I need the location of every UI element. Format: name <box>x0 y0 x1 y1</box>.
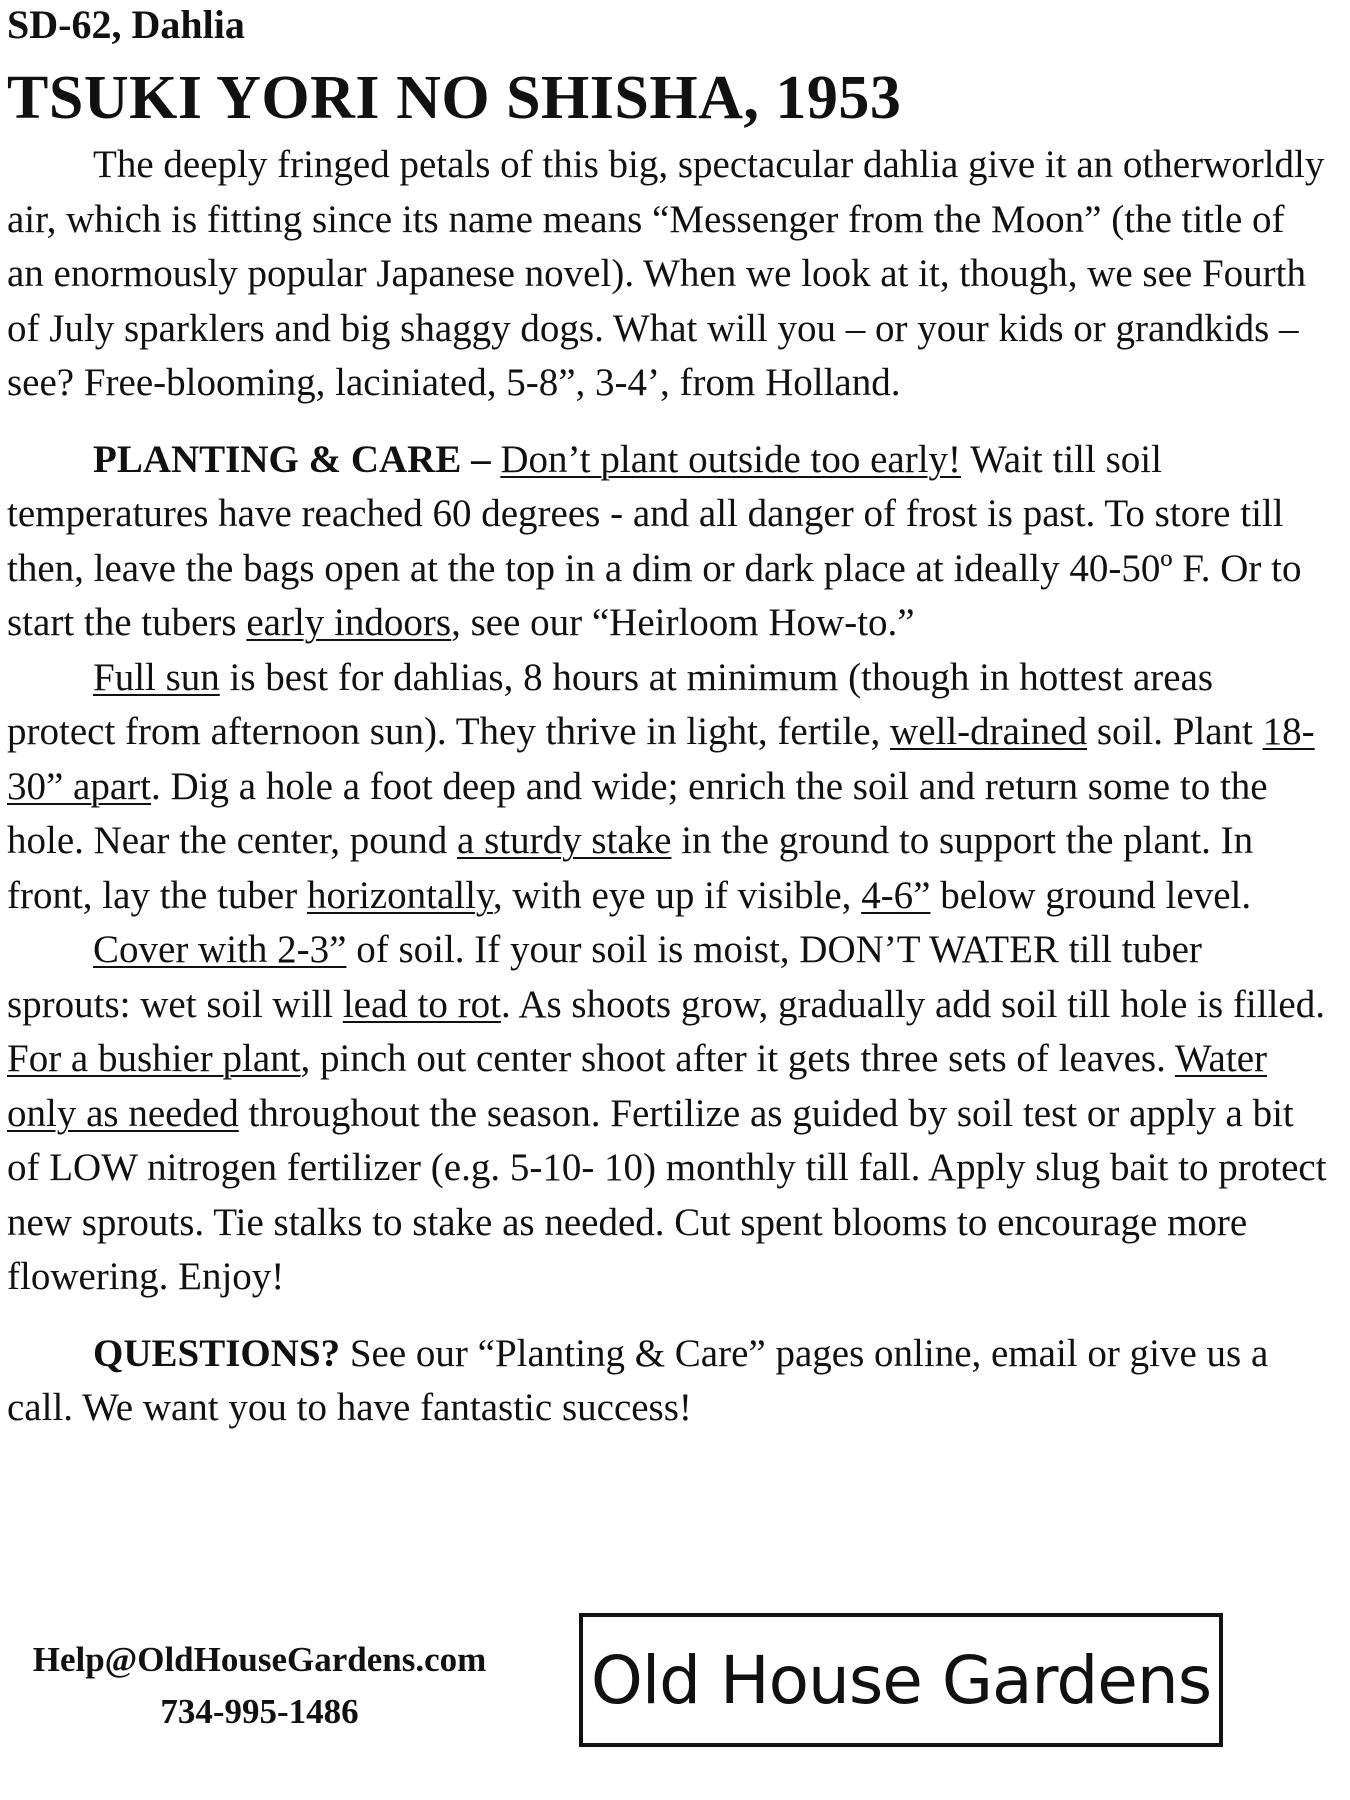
paragraph-text: Wait till soil temperatures have reached 60 degrees - and all danger of frost is past. To store till then, leave the bags open at the top in a dim or dark place at ideally 40-50º F. Or to start the tubers <box>7 437 1302 644</box>
product-code: SD-62, Dahlia <box>7 2 245 47</box>
paragraph-text: throughout the season. Fertilize as guided by soil test or apply a bit of LOW nitrogen fertilizer (e.g. 5-10- 10) monthly till fall. Apply slug bait to protect new sprouts. Tie stalks to stake as needed. Cut spent blooms to encourage more flowering. Enjoy! <box>7 1091 1327 1298</box>
emphasis-text: well-drained <box>890 710 1088 753</box>
paragraph-text: . Dig a hole a foot deep and wide; enrich the soil and return some to the hole. Near the center, pound <box>7 764 1268 862</box>
emphasis-text: For a bushier plant <box>7 1037 301 1080</box>
paragraph-text: , with eye up if visible, <box>492 873 862 917</box>
phone-number: 734-995-1486 <box>160 1692 359 1731</box>
emphasis-text: Don’t plant outside too early! <box>500 437 962 481</box>
emphasis-text: early indoors <box>246 601 452 644</box>
contact-info <box>7 1634 512 1738</box>
page-title: TSUKI YORI NO SHISHA, 1953 <box>7 64 902 132</box>
logo <box>579 1613 1223 1747</box>
emphasis-text: 4-6” <box>861 873 931 917</box>
paragraph-text: of soil. If your soil is moist, DON’T WATER till tuber sprouts: wet soil will <box>7 928 1202 1026</box>
planting-heading: PLANTING & CARE – <box>93 437 491 481</box>
emphasis-text: 18-30” apart <box>7 710 1315 808</box>
emphasis-text: a sturdy stake <box>457 819 672 862</box>
description-paragraph: The deeply fringed petals of this big, spectacular dahlia give it an otherworldly air, which is fitting since its name means “Messenger from the Moon” (the title of an enormously popular Japanese novel). When we look at it, though, we see Fourth of July sparklers and big shaggy dogs. What will you – or your kids or grandkids – see? Free-blooming, laciniated, 5-8”, 3-4’, from Holland. <box>7 143 1325 404</box>
emphasis-text: Cover with 2-3” <box>93 928 347 971</box>
emphasis-text: horizontally <box>306 873 493 917</box>
paragraph-text: is best for dahlias, 8 hours at minimum (though in hottest areas protect from afternoon sun). They thrive in light, fertile, <box>7 655 1214 753</box>
paragraph-text: , pinch out center shoot after it gets three sets of leaves. <box>300 1037 1175 1080</box>
paragraph-text: below ground level. <box>930 873 1252 917</box>
emphasis-text: Full sun <box>93 655 220 699</box>
paragraph-text: soil. Plant <box>1087 710 1263 753</box>
questions-paragraph <box>7 1327 1327 1436</box>
paragraph-text: See our “Planting & Care” pages online, email or give us a call. We want you to have fantastic success! <box>7 1331 1269 1429</box>
emphasis-text: lead to rot <box>342 982 501 1026</box>
logo-text: Old House Gardens <box>590 1641 1212 1719</box>
emphasis-text: Water only as needed <box>7 1037 1268 1135</box>
email-link[interactable]: Help@OldHouseGardens.com <box>32 1640 487 1679</box>
planting-paragraph-1 <box>7 433 1327 651</box>
paragraph-text: . As shoots grow, gradually add soil till hole is filled. <box>500 982 1325 1026</box>
planting-paragraph-2 <box>7 651 1327 924</box>
body-text <box>7 138 1327 1436</box>
questions-heading: QUESTIONS? <box>93 1331 341 1375</box>
paragraph-text: , see our “Heirloom How-to.” <box>451 601 915 644</box>
planting-paragraph-3 <box>7 923 1327 1305</box>
paragraph-text: in the ground to support the plant. In front, lay the tuber <box>7 819 1254 917</box>
